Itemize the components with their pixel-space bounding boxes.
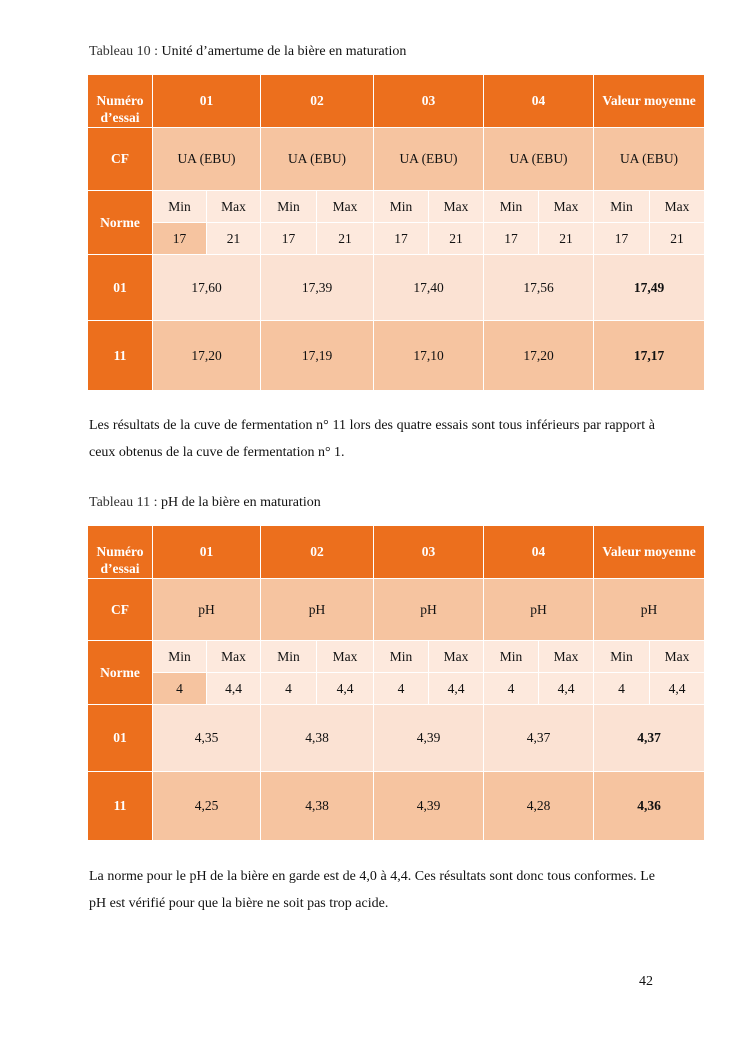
table11-cell: 4,25 bbox=[153, 772, 261, 841]
table11-header-essai-02: 02 bbox=[261, 526, 374, 579]
table10-cell: 17,56 bbox=[484, 255, 594, 321]
table10-max-label: Max bbox=[207, 191, 261, 223]
table10-min-value: 17 bbox=[374, 223, 429, 255]
table11-cf-cell: pH bbox=[484, 579, 594, 641]
table11-max-label: Max bbox=[650, 641, 705, 673]
table10-caption bbox=[89, 44, 406, 60]
paragraph-2: La norme pour le pH de la bière en garde est de 4,0 à 4,4. Ces résultats sont donc tous conformes. Le pH est vérifié pour que la bière ne soit pas trop acide. bbox=[89, 869, 655, 911]
table10-max-value: 21 bbox=[539, 223, 594, 255]
table10-min-value: 17 bbox=[484, 223, 539, 255]
table11-cell: 4,39 bbox=[374, 705, 484, 772]
table11-cf-cell: pH bbox=[261, 579, 374, 641]
table10-max-label: Max bbox=[317, 191, 374, 223]
table10-cell: 17,19 bbox=[261, 321, 374, 391]
table10-min-value: 17 bbox=[261, 223, 317, 255]
table11-header-row bbox=[88, 526, 705, 579]
table10-cf-row bbox=[88, 128, 705, 191]
table11-max-label: Max bbox=[539, 641, 594, 673]
table11-max-label: Max bbox=[207, 641, 261, 673]
table10-min-label: Min bbox=[261, 191, 317, 223]
table11-max-value: 4,4 bbox=[207, 673, 261, 705]
table10-header-label: Numéro d’essai bbox=[88, 75, 153, 128]
table10-norme-value-row bbox=[88, 223, 705, 255]
table10-norme-label-row bbox=[88, 191, 705, 223]
table11-min-value: 4 bbox=[594, 673, 650, 705]
table10-min-label: Min bbox=[594, 191, 650, 223]
table11-average-cell: 4,37 bbox=[594, 705, 705, 772]
table10-cell: 17,20 bbox=[153, 321, 261, 391]
table10-cell: 17,39 bbox=[261, 255, 374, 321]
table10-header-essai-01: 01 bbox=[153, 75, 261, 128]
table11-caption bbox=[89, 495, 321, 511]
table10-min-value: 17 bbox=[153, 223, 207, 255]
table11-max-value: 4,4 bbox=[650, 673, 705, 705]
table11-min-label: Min bbox=[261, 641, 317, 673]
table11-cell: 4,37 bbox=[484, 705, 594, 772]
table10-max-label: Max bbox=[650, 191, 705, 223]
table10-caption-text: Unité d’amertume de la bière en maturation bbox=[161, 44, 407, 59]
table11-row-label: 01 bbox=[88, 705, 153, 772]
table11-cf-row bbox=[88, 579, 705, 641]
table10-cell: 17,40 bbox=[374, 255, 484, 321]
table10-cf-cell: UA (EBU) bbox=[374, 128, 484, 191]
table10-cf-cell: UA (EBU) bbox=[261, 128, 374, 191]
table11-norme-value-row bbox=[88, 673, 705, 705]
table10-row-01 bbox=[88, 255, 705, 321]
table11-row-01 bbox=[88, 705, 705, 772]
table10-header-essai-03: 03 bbox=[374, 75, 484, 128]
table10-header-row bbox=[88, 75, 705, 128]
table11-caption-prefix: Tableau 11 : bbox=[89, 495, 161, 510]
table10-header-essai-02: 02 bbox=[261, 75, 374, 128]
table10-header-average: Valeur moyenne bbox=[594, 75, 705, 128]
table11-header-label: Numéro d’essai bbox=[88, 526, 153, 579]
table11-min-value: 4 bbox=[484, 673, 539, 705]
table11-caption-text: pH de la bière en maturation bbox=[160, 495, 321, 510]
table10-max-label: Max bbox=[539, 191, 594, 223]
table11-max-label: Max bbox=[317, 641, 374, 673]
table11-max-label: Max bbox=[429, 641, 484, 673]
table11-average-cell: 4,36 bbox=[594, 772, 705, 841]
table10-max-value: 21 bbox=[317, 223, 374, 255]
table11-cell: 4,35 bbox=[153, 705, 261, 772]
table10-row-label: 01 bbox=[88, 255, 153, 321]
table10-min-value: 17 bbox=[594, 223, 650, 255]
table10-max-label: Max bbox=[429, 191, 484, 223]
table11-max-value: 4,4 bbox=[539, 673, 594, 705]
table10-max-value: 21 bbox=[429, 223, 484, 255]
table11 bbox=[87, 525, 705, 841]
table10-row-11 bbox=[88, 321, 705, 391]
table11-cf-cell: pH bbox=[374, 579, 484, 641]
table11-header-essai-04: 04 bbox=[484, 526, 594, 579]
table10-cf-cell: UA (EBU) bbox=[484, 128, 594, 191]
table11-cell: 4,28 bbox=[484, 772, 594, 841]
table11-cell: 4,38 bbox=[261, 705, 374, 772]
table11-min-label: Min bbox=[374, 641, 429, 673]
table10-min-label: Min bbox=[484, 191, 539, 223]
table11-norme-label: Norme bbox=[88, 641, 153, 705]
table10-min-label: Min bbox=[153, 191, 207, 223]
table11-header-essai-01: 01 bbox=[153, 526, 261, 579]
table10-min-label: Min bbox=[374, 191, 429, 223]
table10-row-label: 11 bbox=[88, 321, 153, 391]
table10-max-value: 21 bbox=[650, 223, 705, 255]
table10-header-essai-04: 04 bbox=[484, 75, 594, 128]
table11-max-value: 4,4 bbox=[317, 673, 374, 705]
page-number: 42 bbox=[639, 974, 653, 989]
table11-cf-cell: pH bbox=[594, 579, 705, 641]
table11-row-label: 11 bbox=[88, 772, 153, 841]
table11-header-average: Valeur moyenne bbox=[594, 526, 705, 579]
table10-average-cell: 17,17 bbox=[594, 321, 705, 391]
table11-norme-label-row bbox=[88, 641, 705, 673]
table10-cell: 17,20 bbox=[484, 321, 594, 391]
table10-cf-cell: UA (EBU) bbox=[594, 128, 705, 191]
table11-min-value: 4 bbox=[153, 673, 207, 705]
table11-min-label: Min bbox=[153, 641, 207, 673]
table11-min-value: 4 bbox=[374, 673, 429, 705]
table11-cf-cell: pH bbox=[153, 579, 261, 641]
table10 bbox=[87, 74, 705, 391]
table11-cell: 4,39 bbox=[374, 772, 484, 841]
table11-cell: 4,38 bbox=[261, 772, 374, 841]
table10-cell: 17,10 bbox=[374, 321, 484, 391]
table10-average-cell: 17,49 bbox=[594, 255, 705, 321]
table10-cf-label: CF bbox=[88, 128, 153, 191]
table11-header-essai-03: 03 bbox=[374, 526, 484, 579]
table10-cell: 17,60 bbox=[153, 255, 261, 321]
table10-max-value: 21 bbox=[207, 223, 261, 255]
table10-cf-cell: UA (EBU) bbox=[153, 128, 261, 191]
table11-min-value: 4 bbox=[261, 673, 317, 705]
table11-max-value: 4,4 bbox=[429, 673, 484, 705]
paragraph-1: Les résultats de la cuve de fermentation n° 11 lors des quatre essais sont tous inférieurs par rapport à ceux obtenus de la cuve de fermentation n° 1. bbox=[89, 418, 655, 460]
table10-caption-prefix: Tableau 10 : bbox=[89, 44, 162, 59]
table11-cf-label: CF bbox=[88, 579, 153, 641]
table11-row-11 bbox=[88, 772, 705, 841]
table11-min-label: Min bbox=[594, 641, 650, 673]
table10-norme-label: Norme bbox=[88, 191, 153, 255]
table11-min-label: Min bbox=[484, 641, 539, 673]
